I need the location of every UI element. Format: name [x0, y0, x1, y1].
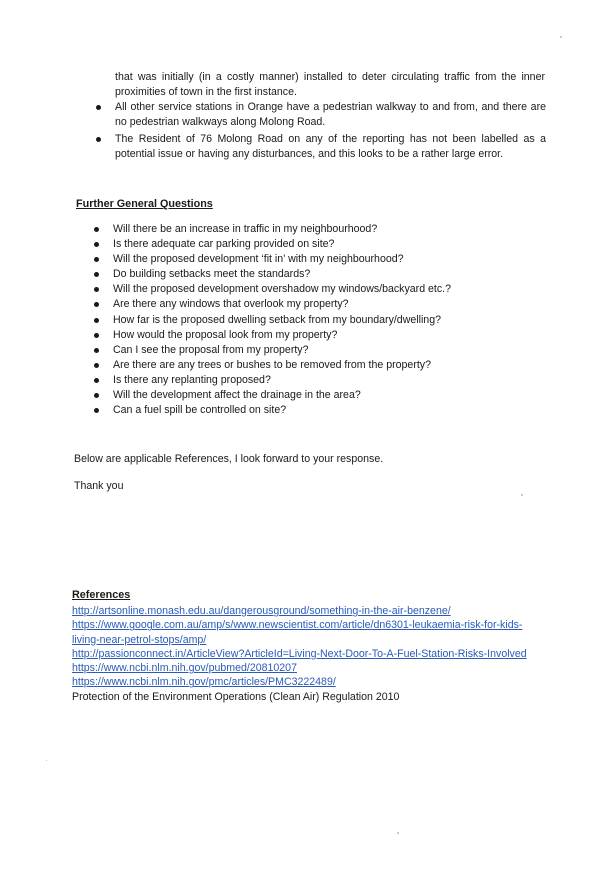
list-item [92, 297, 552, 312]
references-list [72, 604, 552, 704]
bullet-icon [94, 363, 99, 368]
list-item [92, 388, 552, 403]
reference-link[interactable]: http://passionconnect.in/ArticleView?ArticleId=Living-Next-Door-To-A-Fuel-Station-Risks-Involved [72, 647, 527, 660]
list-item [96, 132, 546, 162]
bullet-text: All other service stations in Orange have a pedestrian walkway to and from, and there are no pedestrian walkways along Molong Road. [115, 101, 546, 128]
closing-line: Below are applicable References, I look forward to your response. [74, 453, 384, 465]
list-item [92, 282, 552, 297]
bullet-icon [94, 333, 99, 338]
bullet-icon [94, 272, 99, 277]
list-item [92, 358, 552, 373]
list-item [92, 267, 552, 282]
list-item [92, 373, 552, 388]
continuation-paragraph: that was initially (in a costly manner) installed to deter circulating traffic from the inner proximities of town in the first instance. [115, 71, 545, 98]
bullet-icon [96, 105, 101, 110]
question-text: How far is the proposed dwelling setback from my boundary/dwelling? [113, 313, 441, 326]
sign-off: Thank you [74, 480, 124, 492]
question-text: Is there any replanting proposed? [113, 373, 271, 386]
list-item [92, 252, 552, 267]
references-heading: References [72, 589, 131, 601]
bullet-icon [94, 318, 99, 323]
list-item [96, 100, 546, 130]
reference-link[interactable]: https://www.ncbi.nlm.nih.gov/pubmed/20810207 [72, 662, 297, 675]
question-text: Will the development affect the drainage in the area? [113, 389, 361, 402]
list-item [92, 222, 552, 237]
list-item [92, 343, 552, 358]
bullet-icon [94, 227, 99, 232]
bullet-icon [94, 408, 99, 413]
list-item [92, 313, 552, 328]
list-item [92, 237, 552, 252]
question-text: Do building setbacks meet the standards? [113, 268, 311, 281]
bullet-icon [94, 378, 99, 383]
question-text: Will there be an increase in traffic in my neighbourhood? [113, 223, 378, 235]
regulation-reference: Protection of the Environment Operations (Clean Air) Regulation 2010 [72, 690, 400, 703]
reference-link-continuation[interactable]: living-near-petrol-stops/amp/ [72, 633, 207, 646]
bullet-icon [94, 393, 99, 398]
question-text: Are there are any trees or bushes to be removed from the property? [113, 358, 431, 371]
reference-link[interactable]: https://www.google.com.au/amp/s/www.newscientist.com/article/dn6301-leukaemia-risk-for-kids- [72, 619, 523, 632]
scan-speck [521, 494, 523, 496]
bullet-icon [94, 257, 99, 262]
reference-link[interactable]: http://artsonline.monash.edu.au/dangerousground/something-in-the-air-benzene/ [72, 605, 451, 617]
list-item [92, 328, 552, 343]
reference-link[interactable]: https://www.ncbi.nlm.nih.gov/pmc/articles/PMC3222489/ [72, 676, 336, 689]
bullet-icon [96, 137, 101, 142]
top-bullet-list [96, 100, 546, 162]
bullet-icon [94, 302, 99, 307]
scan-speck [560, 36, 562, 38]
bullet-text: The Resident of 76 Molong Road on any of the reporting has not been labelled as a potential issue or having any disturbances, and this looks to be a rather large error. [115, 133, 546, 160]
scan-speck [397, 832, 399, 834]
section-heading: Further General Questions [76, 198, 213, 210]
question-text: Will the proposed development ‘fit in’ with my neighbourhood? [113, 253, 404, 266]
list-item [92, 403, 552, 418]
question-text: Is there adequate car parking provided on site? [113, 238, 335, 251]
question-text: Can a fuel spill be controlled on site? [113, 404, 287, 417]
question-text: Will the proposed development overshadow my windows/backyard etc.? [113, 283, 451, 296]
question-text: Are there any windows that overlook my property? [113, 298, 349, 311]
bullet-icon [94, 242, 99, 247]
question-text: How would the proposal look from my property? [113, 328, 338, 341]
bullet-icon [94, 348, 99, 353]
scan-speck [46, 760, 47, 761]
questions-list [92, 222, 552, 418]
question-text: Can I see the proposal from my property? [113, 343, 309, 356]
bullet-icon [94, 287, 99, 292]
